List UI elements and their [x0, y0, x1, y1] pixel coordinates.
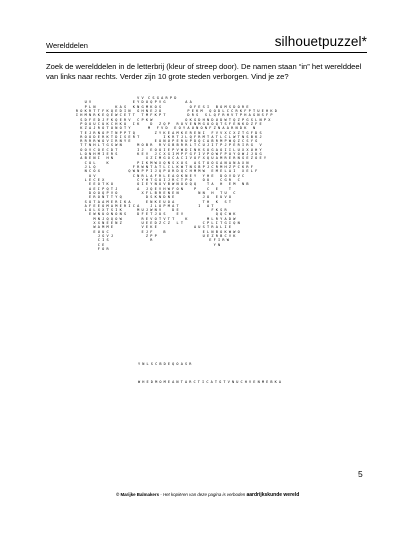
letter-row: P L N K A S K N G M K O S O F E S I B O M S D O R E — [65, 104, 249, 109]
letter-row: F O R — [65, 246, 109, 251]
copy-notice: - Het kopiëren van deze pagina is verboden — [160, 492, 246, 497]
letter-row: O O V C O E C D T I J E O O I E P V W D I N K S O G A O I I L U X X U H Y — [65, 147, 262, 152]
letter-row: P O O U C U K C H K U I K D Z Q P R O V E N M G O O Q T S F E N K D Z F E — [65, 121, 262, 126]
letter-row: C I S R E F I R W — [65, 238, 229, 243]
letter-row: A B E N I H N X Z I M G O C A C I V O F X Q U A M R E R N G E Z O E Y — [65, 156, 267, 161]
footer — [116, 492, 356, 498]
letter-row: A E I P Q T J A J Q E V H W F O N P C E T — [65, 186, 232, 191]
header-bar — [46, 34, 367, 53]
letter-row: W A M M E V E K E A U S T R A L I E — [65, 225, 232, 230]
letter-row: X X N E E N Z U E E D Z C Z L T C P L I T G I Q N — [65, 221, 240, 226]
brand-name: aardrijkskunde wereld — [246, 492, 300, 498]
letter-row: L E C E X C Y H T G O I J R C T P O O U C G R C — [65, 177, 240, 182]
letter-row: C E Y N — [65, 242, 221, 247]
letter-row: R O K R T T F K Q E D I N G H N E J O P E K M Q O D L C C R K F P T U E H K D — [65, 108, 277, 113]
letter-row: J L Q F R W N T A T L C L K W T N S B P J C R M H Z P C K R F — [65, 165, 253, 169]
letter-row: V V C S G A R P D — [65, 96, 210, 100]
copyright-text: © Marijke Balmakers — [116, 492, 160, 497]
letter-row: I H M N R K E Q E W C E T T T M F K P T D R S S L Q F R H V T P H A G N S F P — [65, 113, 273, 118]
letter-row: T E J R N O P T N P P T Q Z Y K E A M K E R E N I F V V X C X Z T G F D S — [65, 130, 262, 135]
letter-row: W H E D M O M E A N T A R C T I C A T G T V N U C H V E N M E B K A — [138, 380, 282, 384]
instructions-text: Zoek de werelddelen in de letterbrij (kleur of streep door). De namen staan “in” het werelddeel van links naar rechts. Verder zijn 10 grote steden verborgen. Vind je ze? — [46, 62, 362, 81]
letter-row: E W N U O N O N S D F E T J U S E V Q Q C W K — [65, 212, 236, 217]
subject-title: Werelddelen — [46, 41, 88, 50]
letter-row: E R O N T T Y Q D S K N D N E J O E U V O — [65, 195, 232, 200]
letter-row: M N J Q Q O W R E V O T V T T K M L R Y A D W — [65, 216, 236, 221]
letter-row: D O O Q P V O X F L B R E N E N N N H T U C — [65, 190, 236, 195]
letter-grid — [65, 96, 365, 303]
letter-row: J G V J Z P P U E Z R B C V K — [65, 234, 236, 238]
letter-row: S O T A A M E R I K A E N K E U O A T H K S T — [65, 199, 232, 204]
letter-row: U V C N R L A F R L E A O K N E Y Y H E D O V D V C — [65, 173, 245, 178]
letter-row: E E O T K O O I E Y N O V B W N O O Q Q T A H E M N B — [65, 182, 249, 187]
letter-row: U V E Y D U Q P V G A A — [65, 100, 210, 105]
letter-grid-bottom — [138, 349, 338, 397]
letter-row: R O O D E R K T D I S E R T I K R T J L Q F R M T A T L C L W T N S B K J — [65, 134, 262, 139]
page-number: 5 — [358, 469, 363, 479]
letter-row: A F E E O M A M E R I C A J L O P M A T I A T — [65, 203, 214, 208]
letter-row: K Z A J R O T U N O T Y M F V D E O Y A U N O N F Z N A A R N D K N — [65, 126, 256, 131]
letter-row: T T N H L T G S W N M O B R R V G B B R R L T C U J I T P J P E R I R G V — [65, 143, 262, 148]
letter-row: R R R R W O V I R N Y E E U N U P E R U P D Q C A B R M P W Q Z C S Y G — [65, 139, 258, 144]
letter-row: L O N H M I E R S K E V J C X G I M P F G F I V P O W F P U Y O W J J U G — [65, 152, 262, 157]
puzzle-type-title: silhouetpuzzel* — [274, 34, 367, 49]
letter-row: L O L X X T S I K M U J W N V D E F K S R — [65, 208, 227, 213]
letter-row: S D F E D J F K Q E R V C P K W O K G D H N D U D W T Q Z P G S L N P X — [65, 117, 271, 122]
letter-row: N C O X Q W N P P I J Q P U R D Q C H M M W E M E L A I X E L F — [65, 169, 258, 174]
letter-row: Y N L S C B D E Q O A S R — [138, 362, 192, 366]
letter-row: C O L K P I K M W X Q N S X U S A S T O O G A N A N A X N — [65, 160, 249, 165]
letter-row: E U U C E J F B E L N B O K W W O — [65, 229, 240, 234]
